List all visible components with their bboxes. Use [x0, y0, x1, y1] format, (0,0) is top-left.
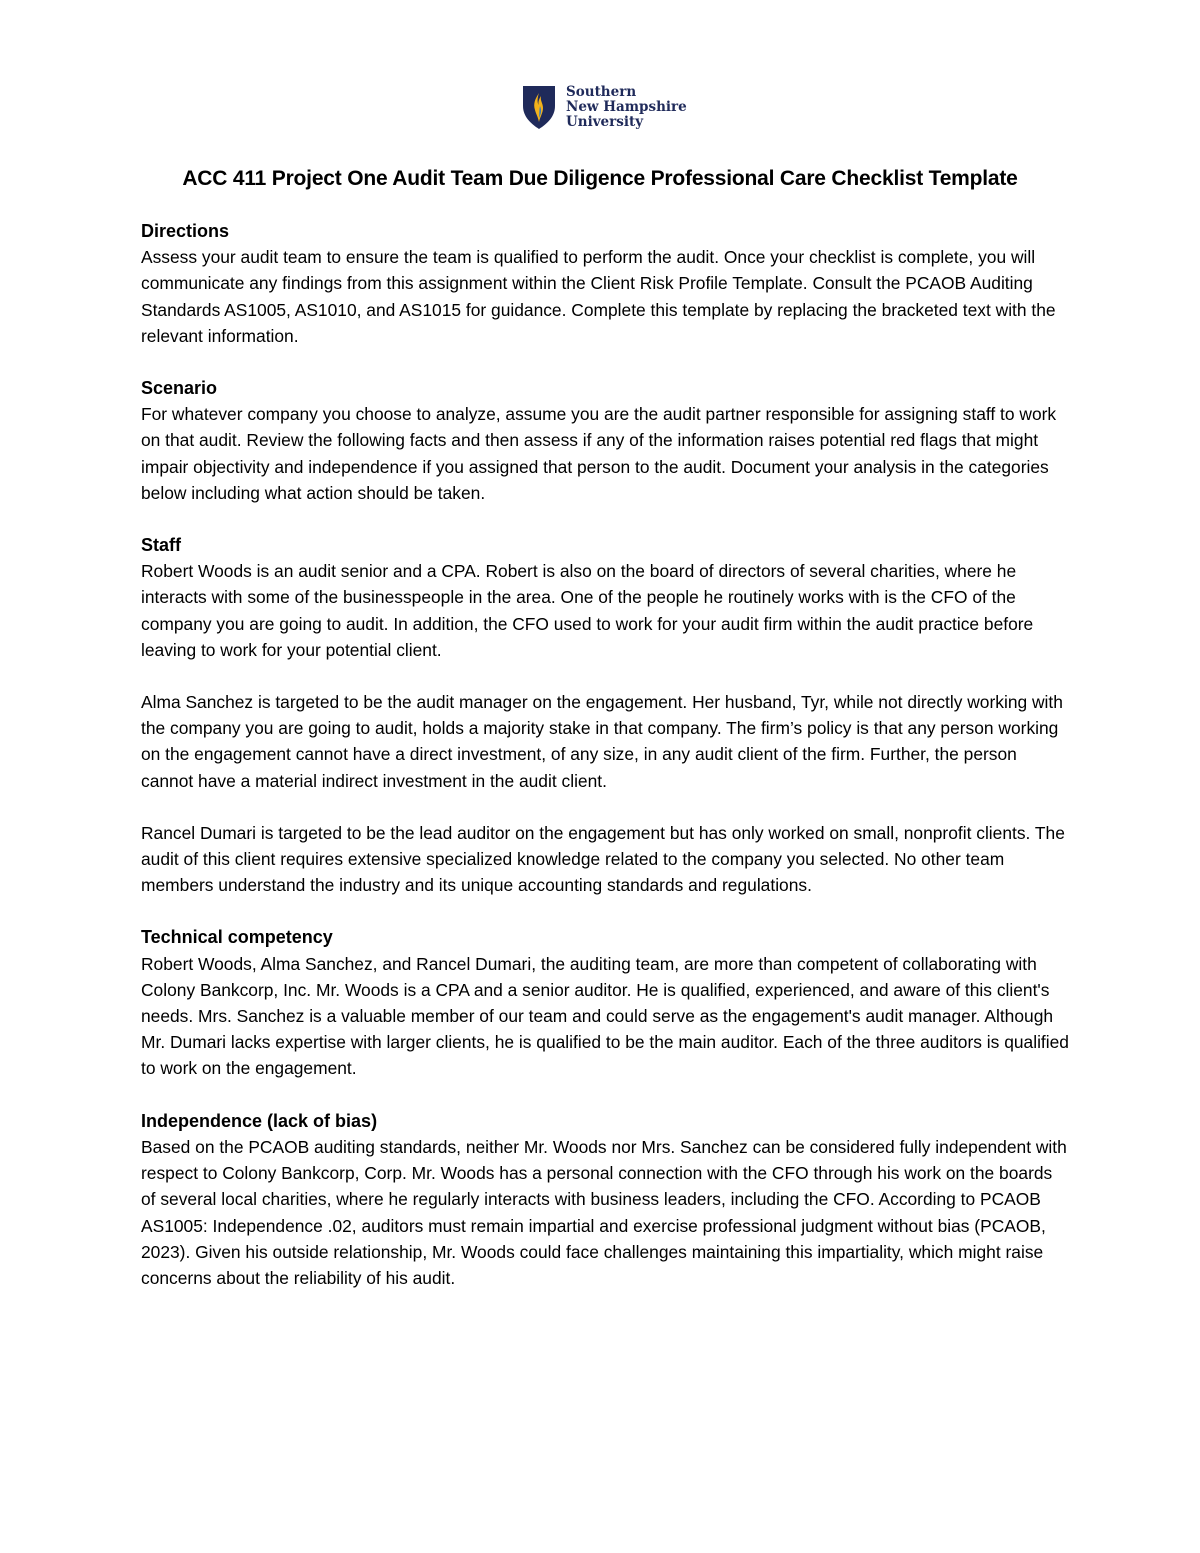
section-independence	[141, 1108, 1071, 1291]
technical-competency-heading: Technical competency	[141, 927, 333, 948]
technical-competency-text: Robert Woods, Alma Sanchez, and Rancel Dumari, the auditing team, are more than competent of collaborating with Colony Bankcorp, Inc. Mr. Woods is a CPA and a senior auditor. He is qualified, experienced, and aware of this client's needs. Mrs. Sanchez is a valuable member of our team and could serve as the engagement's audit manager. Although Mr. Dumari lacks expertise with larger clients, he is qualified to be the main auditor. Each of the three auditors is qualified to work on the engagement.	[141, 953, 1069, 1079]
staff-paragraph-rancel-dumari: Rancel Dumari is targeted to be the lead auditor on the engagement but has only worked on small, nonprofit clients. The audit of this client requires extensive specialized knowledge related to the company you selected. No other team members understand the industry and its unique accounting standards and regulations.	[141, 822, 1065, 896]
section-technical-competency	[141, 924, 1071, 1081]
document-body	[141, 218, 1071, 1291]
section-directions	[141, 218, 1071, 349]
directions-heading: Directions	[141, 221, 230, 241]
shield-flame-icon	[521, 84, 557, 130]
scenario-heading: Scenario	[141, 378, 218, 399]
section-staff	[141, 532, 1071, 898]
logo-line-southern: Southern	[566, 84, 637, 100]
staff-heading: Staff	[141, 535, 181, 556]
staff-paragraph-alma-sanchez: Alma Sanchez is targeted to be the audit manager on the engagement. Her husband, Tyr, while not directly working with the company you are going to audit, holds a majority stake in that company. The firm’s policy is that any person working on the engagement cannot have a direct investment, of any size, in any audit client of the firm. Further, the person cannot have a material indirect investment in the audit client.	[141, 692, 1063, 791]
logo-wordmark	[566, 85, 687, 130]
logo-line-new-hampshire: New Hampshire	[566, 99, 687, 115]
directions-text: Assess your audit team to ensure the team is qualified to perform the audit. Once your checklist is complete, you will communicate any findings from this assignment within the Client Risk Profile Template. Consult the PCAOB Auditing Standards AS1005, AS1010, and AS1015 for guidance. Complete this template by replacing the bracketed text with the relevant information.	[141, 247, 1056, 346]
scenario-text: For whatever company you choose to analyze, assume you are the audit partner responsible for assigning staff to work on that audit. Review the following facts and then assess if any of the information raises potential red flags that might impair objectivity and independence if you assigned that person to the audit. Document your analysis in the categories below including what action should be taken.	[141, 404, 1057, 503]
logo-line-university: University	[566, 114, 644, 130]
section-scenario	[141, 375, 1071, 506]
document-title: ACC 411 Project One Audit Team Due Diligence Professional Care Checklist Template	[182, 167, 1018, 190]
independence-heading: Independence (lack of bias)	[141, 1110, 378, 1131]
independence-text: Based on the PCAOB auditing standards, neither Mr. Woods nor Mrs. Sanchez can be considered fully independent with respect to Colony Bankcorp, Corp. Mr. Woods has a personal connection with the CFO through his work on the boards of several local charities, where he regularly interacts with business leaders, including the CFO. According to PCAOB AS1005: Independence .02, auditors must remain impartial and exercise professional judgment without bias (PCAOB, 2023). Given his outside relationship, Mr. Woods could face challenges maintaining this impartiality, which might raise concerns about the reliability of his audit.	[141, 1136, 1067, 1288]
university-logo	[521, 84, 691, 132]
staff-paragraph-robert-woods: Robert Woods is an audit senior and a CPA. Robert is also on the board of directors of several charities, where he interacts with some of the businesspeople in the area. One of the people he routinely works with is the CFO of the company you are going to audit. In addition, the CFO used to work for your audit firm within the audit practice before leaving to work for your potential client.	[141, 561, 1034, 660]
